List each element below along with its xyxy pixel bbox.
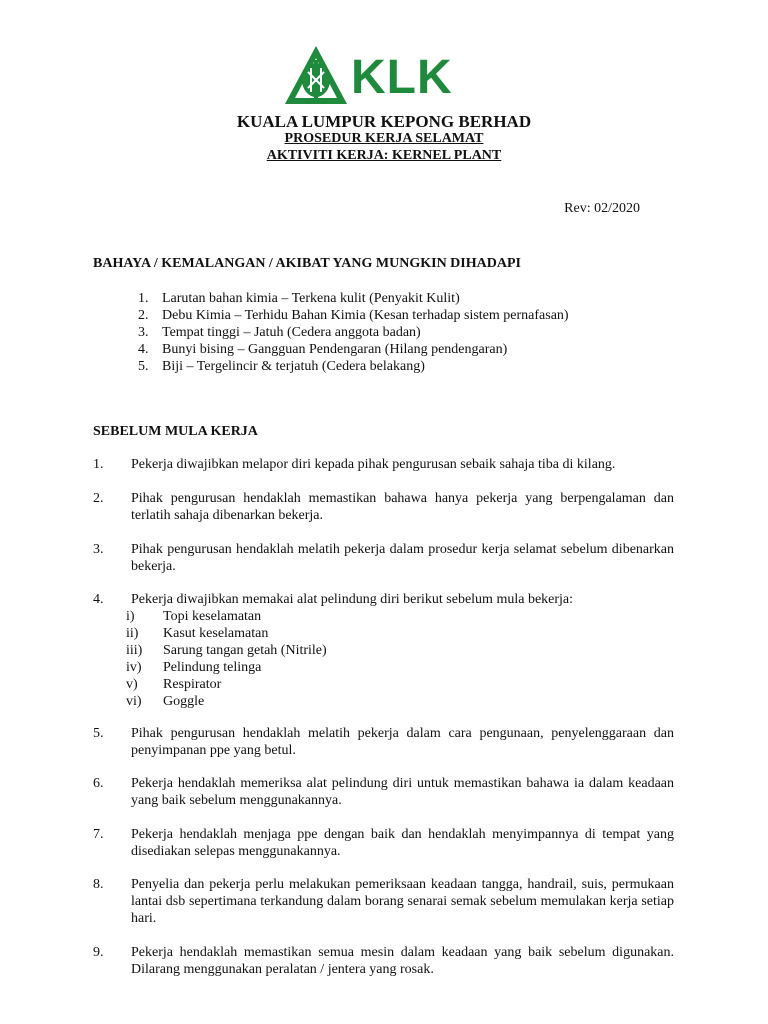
procedure-item-9: 9. Pekerja hendaklah memastikan semua mesin dalam keadaan yang baik sebelum digunakan. Dilarang menggunakan peralatan / jentera yang rosak. xyxy=(93,945,674,977)
procedure-item-7: 7. Pekerja hendaklah menjaga ppe dengan baik dan hendaklah menyimpannya di tempat yang disediakan selepas menggunakannya. xyxy=(93,827,674,859)
list-item: 1. Larutan bahan kimia – Terkena kulit (Penyakit Kulit) xyxy=(138,291,460,306)
list-item: iv) Pelindung telinga xyxy=(126,660,262,675)
list-item: 4. Bunyi bising – Gangguan Pendengaran (Hilang pendengaran) xyxy=(138,342,508,357)
revision-label: Rev: 02/2020 xyxy=(564,201,640,216)
before-work-heading: SEBELUM MULA KERJA xyxy=(93,424,258,439)
activity-title: AKTIVITI KERJA: KERNEL PLANT xyxy=(266,148,502,163)
procedure-item-6: 6. Pekerja hendaklah memeriksa alat pelindung diri untuk memastikan bahawa ia dalam keadaan yang baik sebelum menggunakannya. xyxy=(93,776,674,808)
hazards-heading: BAHAYA / KEMALANGAN / AKIBAT YANG MUNGKIN DIHADAPI xyxy=(93,256,521,271)
company-name: KUALA LUMPUR KEPONG BERHAD xyxy=(236,112,532,131)
list-item: vi) Goggle xyxy=(126,694,205,709)
klk-logo xyxy=(281,44,451,110)
list-item: ii) Kasut keselamatan xyxy=(126,626,269,641)
hazard-list xyxy=(138,290,569,375)
procedure-item-2: 2. Pihak pengurusan hendaklah memastikan bahawa hanya pekerja yang berpengalaman dan terlatih sahaja dibenarkan bekerja. xyxy=(93,491,674,523)
list-item: 2. Debu Kimia – Terhidu Bahan Kimia (Kesan terhadap sistem pernafasan) xyxy=(138,308,569,323)
klk-tree-logo-icon xyxy=(281,44,351,110)
list-item: iii) Sarung tangan getah (Nitrile) xyxy=(126,643,327,658)
procedure-item-3: 3. Pihak pengurusan hendaklah melatih pekerja dalam prosedur kerja selamat sebelum dibenarkan bekerja. xyxy=(93,542,674,574)
list-item: 3. Tempat tinggi – Jatuh (Cedera anggota badan) xyxy=(138,325,421,340)
procedure-item-4: 4. Pekerja diwajibkan memakai alat pelindung diri berikut sebelum mula bekerja: xyxy=(93,592,574,607)
ppe-list xyxy=(126,608,327,710)
procedure-title: PROSEDUR KERJA SELAMAT xyxy=(284,131,484,146)
list-item: v) Respirator xyxy=(126,677,222,692)
list-item: 5. Biji – Tergelincir & terjatuh (Cedera belakang) xyxy=(138,359,425,374)
procedure-item-1: 1. Pekerja diwajibkan melapor diri kepada pihak pengurusan sebaik sahaja tiba di kilang. xyxy=(93,457,616,472)
procedure-item-8: 8. Penyelia dan pekerja perlu melakukan pemeriksaan keadaan tangga, handrail, suis, permukaan lantai dsb sepertimana terkandung dalam borang senarai semak sebelum memulakan kerja setiap hari. xyxy=(93,877,674,926)
procedure-item-5: 5. Pihak pengurusan hendaklah melatih pekerja dalam cara pengunaan, penyelenggaraan dan penyimpanan ppe yang betul. xyxy=(93,726,674,758)
logo-brand-text: KLK xyxy=(351,51,453,104)
list-item: i) Topi keselamatan xyxy=(126,609,262,624)
